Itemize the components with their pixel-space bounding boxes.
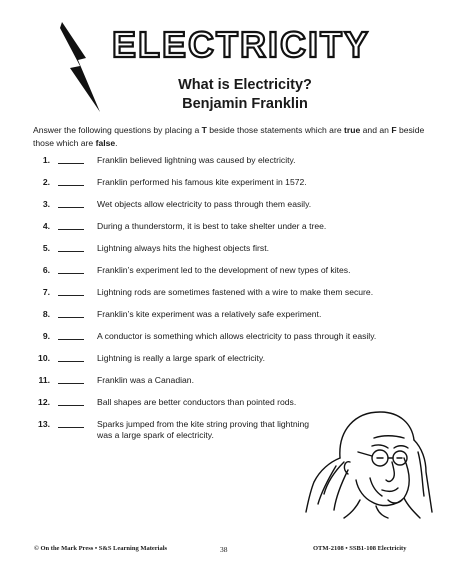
question-number: 11.	[38, 375, 50, 385]
question-number: 7.	[42, 287, 50, 297]
question-text: Ball shapes are better conductors than pointed rods.	[97, 397, 297, 407]
answer-blank[interactable]	[58, 427, 84, 428]
question-number: 13.	[38, 419, 50, 429]
answer-blank[interactable]	[58, 383, 84, 384]
franklin-portrait-illustration	[300, 400, 435, 520]
footer-copyright: © On the Mark Press • S&S Learning Materials	[34, 545, 168, 552]
question-text: Franklin’s kite experiment was a relatively safe experiment.	[97, 309, 322, 319]
question-text: Sparks jumped from the kite string proving that lightning was a large spark of electricity.	[97, 419, 310, 440]
answer-blank[interactable]	[58, 251, 84, 252]
answer-blank[interactable]	[58, 405, 84, 406]
question-number: 5.	[42, 243, 50, 253]
question-number: 9.	[42, 331, 50, 341]
question-text: During a thunderstorm, it is best to take shelter under a tree.	[97, 221, 327, 231]
question-text: Lightning is really a large spark of electricity.	[97, 353, 265, 363]
answer-blank[interactable]	[58, 317, 84, 318]
footer-product-code: OTM-2108 • SSB1-108 Electricity	[313, 545, 407, 552]
answer-blank[interactable]	[58, 273, 84, 274]
question-number: 1.	[42, 155, 50, 165]
question-number: 12.	[38, 397, 50, 407]
question-text: A conductor is something which allows electricity to pass through it easily.	[97, 331, 377, 341]
question-number: 4.	[42, 221, 50, 231]
question-text: Franklin performed his famous kite experiment in 1572.	[97, 177, 307, 187]
question-number: 10.	[38, 353, 50, 363]
answer-blank[interactable]	[58, 339, 84, 340]
question-number: 8.	[42, 309, 50, 319]
question-text: Franklin was a Canadian.	[97, 375, 194, 385]
question-number: 2.	[42, 177, 50, 187]
question-text: Wet objects allow electricity to pass through them easily.	[97, 199, 312, 209]
answer-blank[interactable]	[58, 295, 84, 296]
question-text: Franklin believed lightning was caused by electricity.	[97, 155, 296, 165]
question-text: Lightning always hits the highest objects first.	[97, 243, 269, 253]
answer-blank[interactable]	[58, 163, 84, 164]
answer-blank[interactable]	[58, 361, 84, 362]
question-text: Franklin’s experiment led to the development of new types of kites.	[97, 265, 351, 275]
question-number: 6.	[42, 265, 50, 275]
answer-blank[interactable]	[58, 207, 84, 208]
answer-blank[interactable]	[58, 229, 84, 230]
page-number: 38	[220, 545, 228, 554]
banner-title	[96, 24, 386, 64]
topic-heading: Benjamin Franklin	[182, 96, 308, 112]
banner-title-text: ELECTRICITY	[111, 24, 371, 64]
answer-blank[interactable]	[58, 185, 84, 186]
question-text: Lightning rods are sometimes fastened with a wire to make them secure.	[97, 287, 374, 297]
question-number: 3.	[42, 199, 50, 209]
instructions: Answer the following questions by placing a T beside those statements which are true and an F beside those which are false.	[33, 125, 425, 148]
subtitle: What is Electricity?	[178, 77, 312, 93]
